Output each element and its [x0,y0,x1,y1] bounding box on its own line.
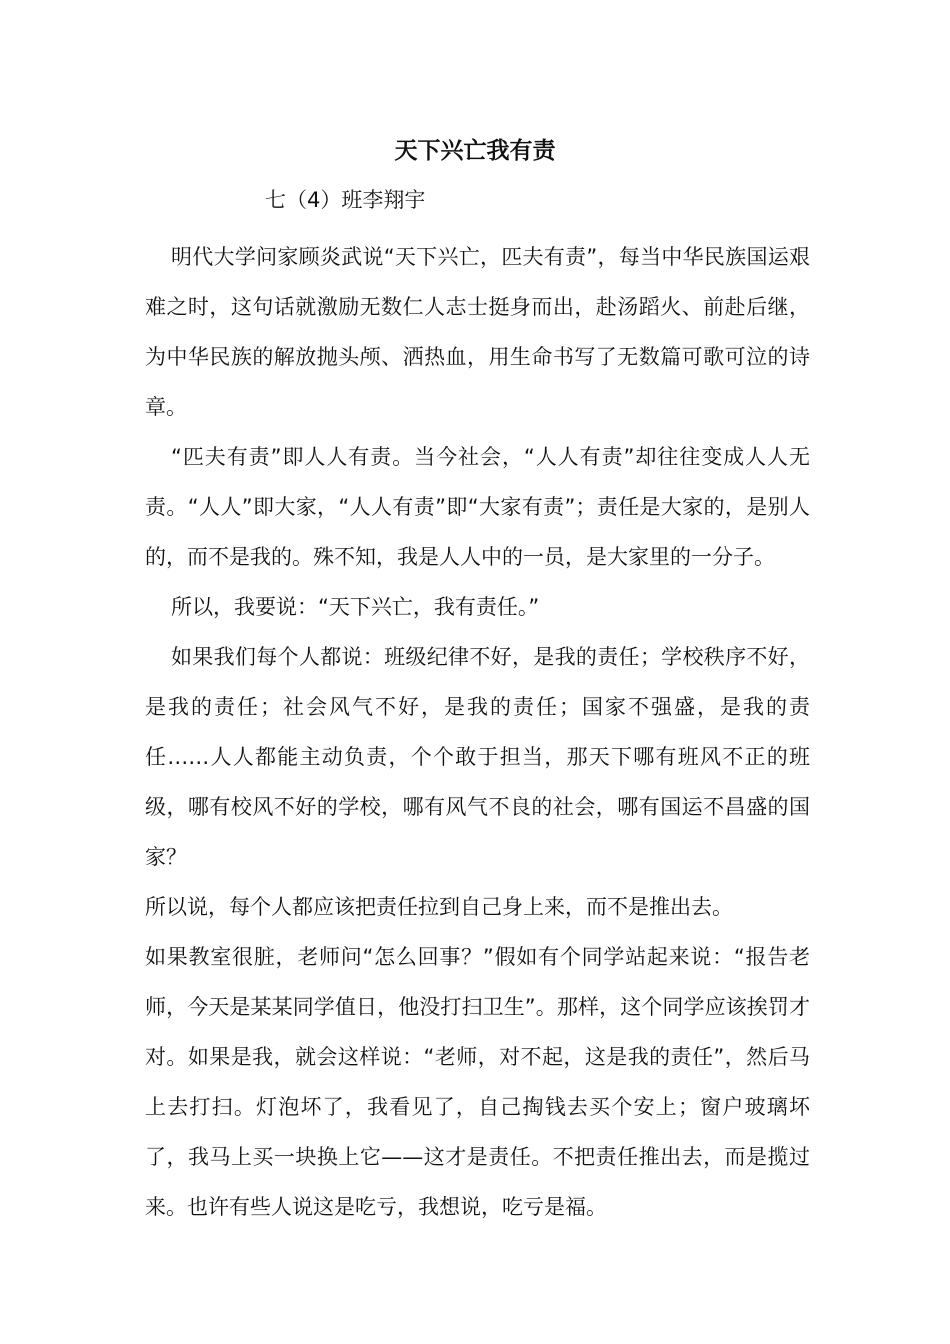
paragraph: “匹夫有责”即人人有责。当今社会，“人人有责”却往往变成人人无责。“人人”即大家，“人人有责”即“大家有责”；责任是大家的，是别人的，而不是我的。殊不知，我是人人中的一员，是大家里的一分子。 [145,445,810,569]
essay-title: 天下兴亡我有责 [394,138,556,164]
author-byline: 七（4）班李翔宇 [265,188,426,212]
paragraph: 如果我们每个人都说：班级纪律不好，是我的责任；学校秩序不好，是我的责任；社会风气不好，是我的责任；国家不强盛，是我的责任……人人都能主动负责，个个敢于担当，那天下哪有班风不正的班级，哪有校风不好的学校，哪有风气不良的社会，哪有国运不昌盛的国家？ [145,645,810,869]
paragraph: 所以说，每个人都应该把责任拉到自己身上来，而不是推出去。 [145,895,733,919]
paragraph: 明代大学问家顾炎武说“天下兴亡，匹夫有责”，每当中华民族国运艰难之时，这句话就激励无数仁人志士挺身而出，赴汤蹈火、前赴后继，为中华民族的解放抛头颅、洒热血，用生命书写了无数篇可歌可泣的诗章。 [145,245,810,419]
essay-body [145,232,810,1232]
paragraph: 如果教室很脏，老师问“怎么回事？”假如有个同学站起来说：“报告老师，今天是某某同学值日，他没打扫卫生”。那样，这个同学应该挨罚才对。如果是我，就会这样说：“老师，对不起，这是我的责任”，然后马上去打扫。灯泡坏了，我看见了，自己掏钱去买个安上；窗户玻璃坏了，我马上买一块换上它——这才是责任。不把责任推出去，而是揽过来。也许有些人说这是吃亏，我想说，吃亏是福。 [145,945,810,1219]
paragraph: 所以，我要说：“天下兴亡，我有责任。” [171,595,540,619]
